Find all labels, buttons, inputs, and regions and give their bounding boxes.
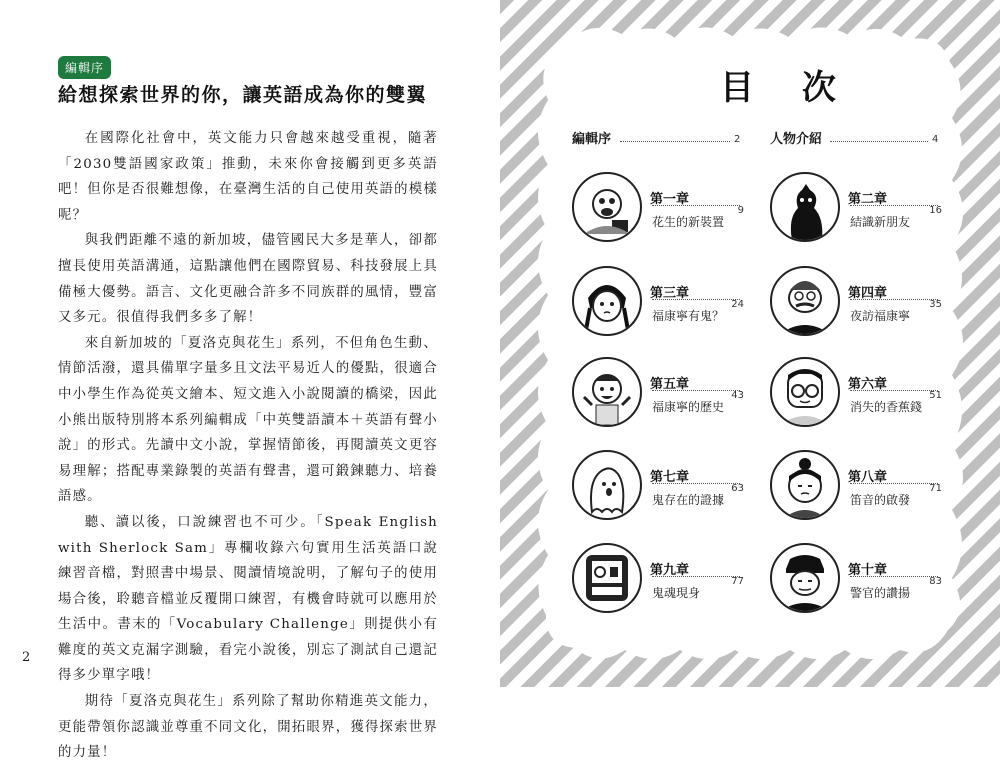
paragraph: 來自新加坡的「夏洛克與花生」系列，不但角色生動、情節活潑，還具備單字量多且文法平易近人的優點，很適合中小學生作為從英文繪本、短文進入小說閱讀的橋梁，因此小熊出版特別將本系列編輯成「中英雙語讀本＋英語有聲小說」的形式。先讀中文小說，掌握情節後，再閱讀英文更容易理解；搭配專業錄製的英語有聲書，還可鍛鍊聽力、培養語感。 — [58, 335, 438, 505]
paragraph: 期待「夏洛克與花生」系列除了幫助你精進英文能力，更能帶領你認識並尊重不同文化，開拓眼界，獲得探索世界的力量！ — [58, 694, 438, 761]
chapter-page-number: 83 — [929, 576, 942, 587]
silhouette-icon — [770, 172, 840, 242]
preface-badge: 編輯序 — [58, 56, 111, 79]
chapter-title[interactable]: 笛音的啟發 — [850, 493, 911, 507]
girl-topknot-icon — [770, 450, 840, 520]
toc-page-number: 2 — [734, 134, 741, 145]
man-glasses-icon — [770, 357, 840, 427]
boy-cheering-icon — [572, 357, 642, 427]
chapter-number[interactable]: 第八章 — [848, 470, 888, 485]
left-page — [0, 0, 500, 761]
chapter-number[interactable]: 第七章 — [650, 470, 690, 485]
chapter-title[interactable]: 花生的新裝置 — [652, 215, 725, 229]
page-number: 2 — [22, 650, 31, 665]
chapter-number[interactable]: 第四章 — [848, 286, 888, 301]
chapter-page-number: 43 — [731, 390, 744, 401]
leader-dots — [830, 141, 928, 142]
toc-entry-characters[interactable]: 人物介紹 — [770, 132, 823, 147]
chapter-page-number: 9 — [737, 205, 744, 216]
chapter-title[interactable]: 夜訪福康寧 — [850, 309, 911, 323]
paragraph: 在國際化社會中，英文能力只會越來越受重視，隨著「2030雙語國家政策」推動，未來你會接觸到更多英語吧！但你是否很難想像，在臺灣生活的自己使用英語的模樣呢？ — [58, 131, 438, 223]
paragraph: 聽、讀以後，口說練習也不可少。「Speak English with Sherlock Sam」專欄收錄六句實用生活英語口說練習音檔，對照書中場景、閱讀情境說明，了解句子的使用場合後，聆聽音檔並反覆開口練習，有機會時就可以應用於生活中。書末的「Vocabulary Challenge」則提供小有難度的英文克漏字測驗，看完小說後，別忘了測試自己還記得多少單字哦！ — [58, 514, 438, 684]
preface-body — [58, 126, 438, 766]
chapter-title[interactable]: 福康寧的歷史 — [652, 400, 725, 414]
chapter-number[interactable]: 第一章 — [650, 192, 690, 207]
chapter-number[interactable]: 第三章 — [650, 286, 690, 301]
chapter-page-number: 63 — [731, 483, 744, 494]
girl-braids-icon — [572, 266, 642, 336]
toc-title: 目 次 — [720, 68, 854, 108]
ghost-icon — [572, 450, 642, 520]
chapter-page-number: 71 — [929, 483, 942, 494]
man-mustache-icon — [770, 266, 840, 336]
chapter-title[interactable]: 結識新朋友 — [850, 215, 911, 229]
chapter-page-number: 77 — [731, 576, 744, 587]
chapter-title[interactable]: 警官的讚揚 — [850, 586, 911, 600]
preface-title: 給想探索世界的你，讓英語成為你的雙翼 — [58, 84, 428, 106]
toc-page-number: 4 — [932, 134, 939, 145]
chapter-title[interactable]: 福康寧有鬼？ — [652, 309, 725, 323]
police-officer-icon — [770, 543, 840, 613]
chapter-number[interactable]: 第二章 — [848, 192, 888, 207]
peanut-robot-icon — [572, 172, 642, 242]
chapter-title[interactable]: 鬼存在的證據 — [652, 493, 725, 507]
chapter-number[interactable]: 第九章 — [650, 563, 690, 578]
chapter-number[interactable]: 第十章 — [848, 563, 888, 578]
chapter-number[interactable]: 第六章 — [848, 377, 888, 392]
chapter-number[interactable]: 第五章 — [650, 377, 690, 392]
leader-dots — [620, 141, 730, 142]
paragraph: 與我們距離不遠的新加坡，儘管國民大多是華人，卻都擅長使用英語溝通，這點讓他們在國際貿易、科技發展上具備極大優勢。語言、文化更融合許多不同族群的風情，豐富又多元。很值得我們多多了解！ — [58, 233, 438, 326]
chapter-title[interactable]: 鬼魂現身 — [652, 586, 701, 600]
chapter-page-number: 35 — [929, 299, 942, 310]
chapter-title[interactable]: 消失的香蕉錢 — [850, 400, 923, 414]
robot-screen-icon — [572, 543, 642, 613]
chapter-page-number: 24 — [731, 299, 744, 310]
chapter-page-number: 16 — [929, 205, 942, 216]
toc-entry-preface[interactable]: 編輯序 — [572, 132, 612, 147]
chapter-page-number: 51 — [929, 390, 942, 401]
